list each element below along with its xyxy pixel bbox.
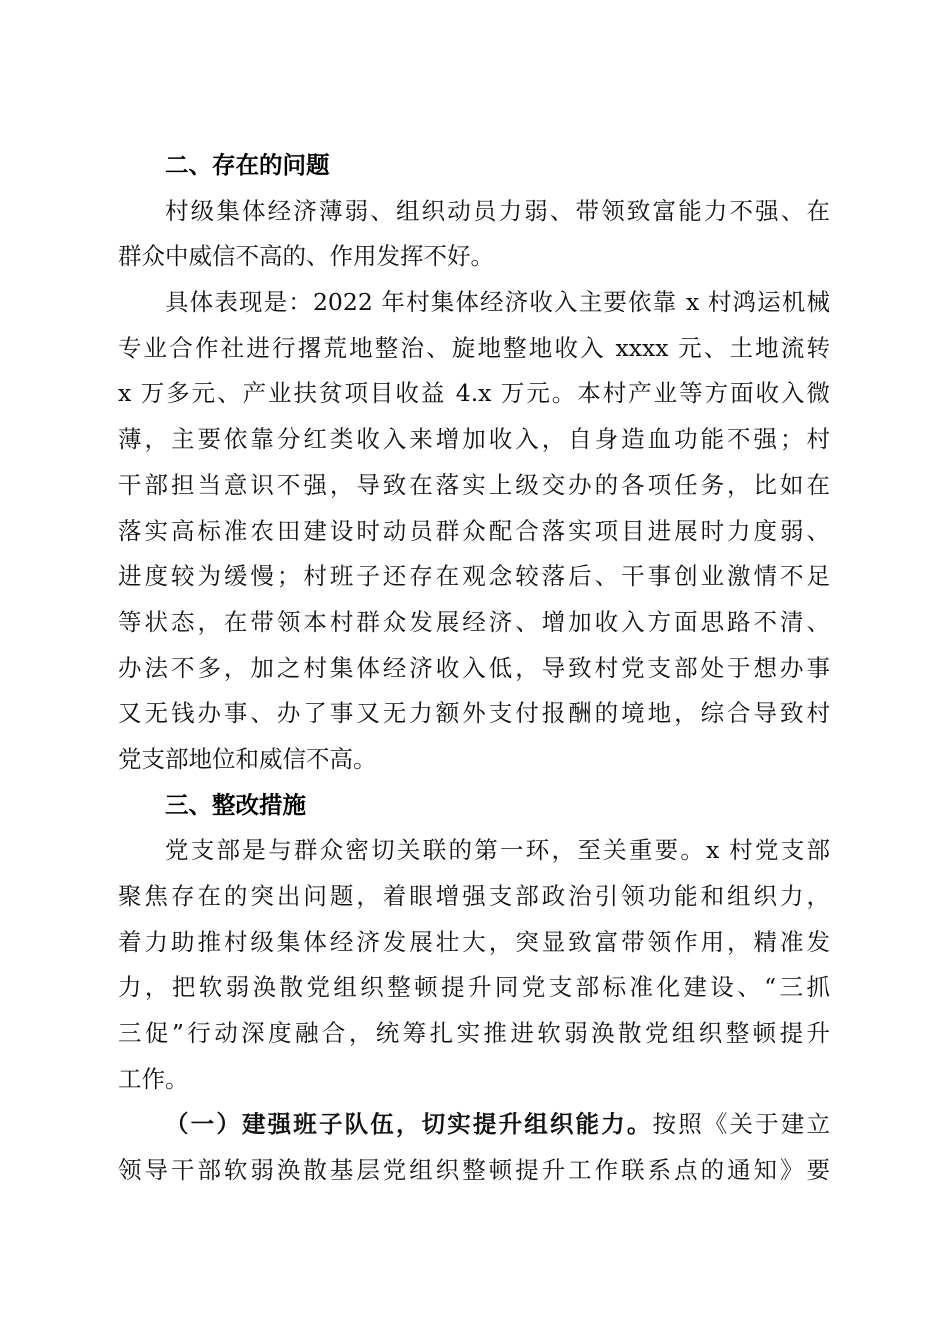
paragraph-line: 三促”行动深度融合，统筹扎实推进软弱涣散党组织整顿提升 xyxy=(118,1019,830,1048)
problems-detail-paragraph xyxy=(118,280,830,783)
paragraph-line: x 万多元、产业扶贫项目收益 4.x 万元。本村产业等方面收入微 xyxy=(118,379,830,408)
paragraph-line: 群众中威信不高的、作用发挥不好。 xyxy=(118,242,494,271)
document-body xyxy=(118,143,830,1194)
paragraph-line xyxy=(118,1102,830,1148)
paragraph-line: 党支部是与群众密切关联的第一环，至关重要。x 村党支部 xyxy=(165,836,830,865)
problems-summary-paragraph xyxy=(118,189,830,280)
paragraph-line: 等状态，在带领本村群众发展经济、增加收入方面思路不清、 xyxy=(118,607,830,636)
measures-intro-paragraph xyxy=(118,828,830,1102)
paragraph-line: 进度较为缓慢；村班子还存在观念较落后、干事创业激情不足 xyxy=(118,562,830,591)
paragraph-line: 聚焦存在的突出问题，着眼增强支部政治引领功能和组织力， xyxy=(118,882,830,910)
paragraph-line: 领导干部软弱涣散基层党组织整顿提升工作联系点的通知》要 xyxy=(118,1156,830,1185)
paragraph-line: 党支部地位和威信不高。 xyxy=(118,744,377,773)
section-heading-measures: 三、整改措施 xyxy=(165,790,306,819)
paragraph-line: 又无钱办事、办了事又无力额外支付报酬的境地，综合导致村 xyxy=(118,699,830,728)
paragraph-line: 工作。 xyxy=(118,1064,189,1093)
paragraph-line: 干部担当意识不强，导致在落实上级交办的各项任务，比如在 xyxy=(118,470,830,499)
paragraph-line: 落实高标准农田建设时动员群众配合落实项目进展时力度弱、 xyxy=(118,516,830,545)
paragraph-line: 专业合作社进行撂荒地整治、旋地整地收入 xxxx 元、土地流转 xyxy=(118,333,830,362)
paragraph-line: 村级集体经济薄弱、组织动员力弱、带领致富能力不强、在 xyxy=(165,196,830,225)
subheading-team-building: （一）建强班子队伍，切实提升组织能力。 xyxy=(165,1110,653,1139)
paragraph-text: 按照《关于建立 xyxy=(652,1110,830,1139)
paragraph-line: 办法不多，加之村集体经济收入低，导致村党支部处于想办事 xyxy=(118,653,830,682)
paragraph-line: 具体表现是：2022 年村集体经济收入主要依靠 x 村鸿运机械 xyxy=(165,288,830,317)
paragraph-line: 薄，主要依靠分红类收入来增加收入，自身造血功能不强；村 xyxy=(118,425,830,454)
paragraph-line: 着力助推村级集体经济发展壮大，突显致富带领作用，精准发 xyxy=(118,927,830,956)
section-heading-problems: 二、存在的问题 xyxy=(165,151,330,179)
measures-item-1-paragraph xyxy=(118,1102,830,1193)
paragraph-line: 力，把软弱涣散党组织整顿提升同党支部标准化建设、“三抓 xyxy=(118,973,830,1002)
